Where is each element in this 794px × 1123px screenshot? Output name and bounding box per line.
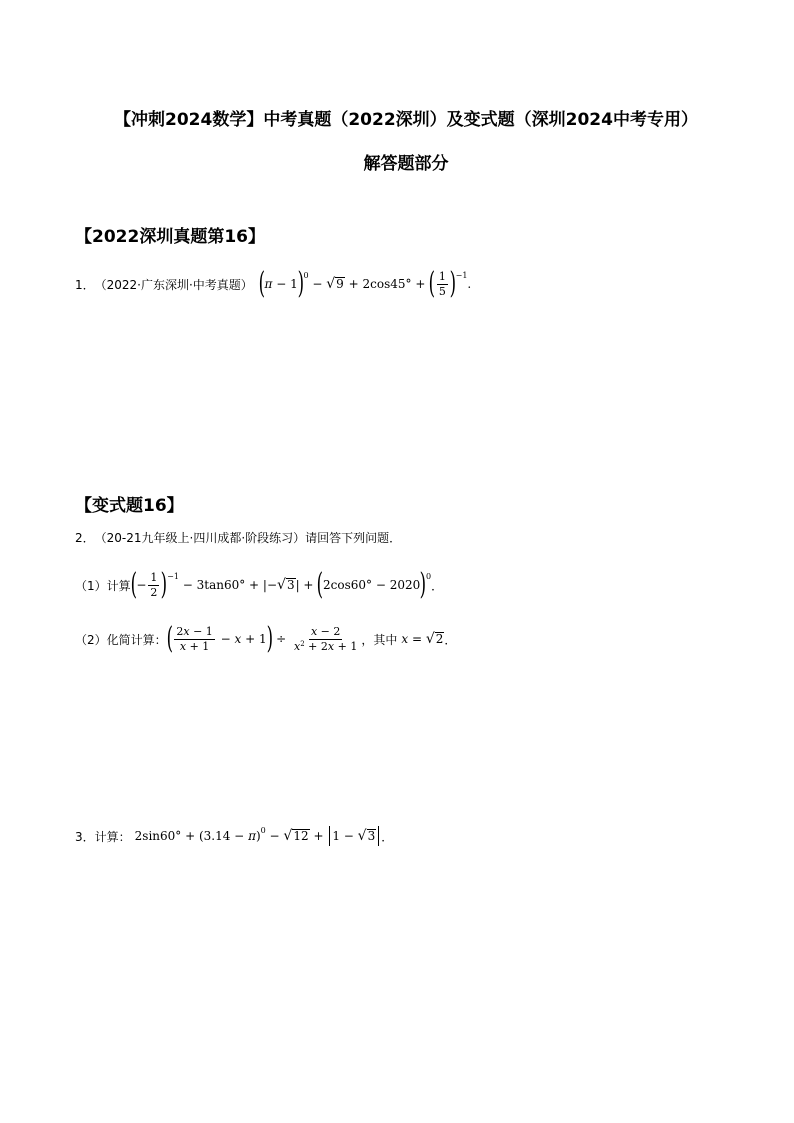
- question-2: [75, 529, 401, 546]
- question-2-part-1: [75, 563, 443, 607]
- question-3: [75, 822, 393, 850]
- question-1-end: .: [467, 277, 472, 291]
- question-3-label: 计算：: [94, 829, 131, 844]
- question-2-part-1-label: （1）计算: [75, 578, 131, 593]
- question-2-number: 2．: [75, 531, 95, 545]
- question-2-part-1-end: ．: [431, 578, 444, 593]
- question-2-part-2-condition: ，其中: [361, 632, 398, 647]
- page-subtitle: 解答题部分: [363, 154, 449, 174]
- question-1: [75, 264, 471, 304]
- question-2-prompt: 请回答下列问题．: [305, 531, 402, 545]
- question-3-number: 3．: [75, 829, 95, 844]
- section-heading-variant: 【变式题16】: [75, 496, 184, 516]
- question-2-part-2-end: ．: [444, 632, 457, 647]
- question-2-part-2: [75, 616, 456, 662]
- section-heading-original: 【2022深圳真题第16】: [75, 227, 265, 247]
- question-2-source: （20-21九年级上·四川成都·阶段练习）: [94, 531, 306, 545]
- question-3-expression: 2sin60° + (3.14 − π ) 0 − √ 12 + 1 − √ 3: [135, 826, 382, 846]
- question-2-part-1-expression: ( − $\frac{1}{2}$ ) −1 − 3tan60° + |− √ 3 | + ( 2cos60° − 2020 ) 0: [130, 567, 432, 602]
- question-2-part-2-label: （2）化简计算：: [75, 632, 167, 647]
- question-3-end: ．: [381, 829, 394, 844]
- question-1-number: 1．: [75, 277, 95, 292]
- question-2-part-2-expression: ( $\frac{2x - 1}{x + 1}$ − x + 1 ) ÷ $\frac{x - 2}{x^2 + 2x + 1}$: [166, 621, 358, 656]
- question-2-part-2-value: x = √ 2: [401, 631, 444, 647]
- question-1-source: （2022·广东深圳·中考真题）: [94, 277, 253, 292]
- question-1-expression: ( π − 1 ) 0 − √ 9 + 2cos45° + ( $\frac{1}{5}$ ) −1: [258, 266, 468, 301]
- page-title: 【冲刺2024数学】中考真题（2022深圳）及变式题（深圳2024中考专用）: [114, 110, 698, 130]
